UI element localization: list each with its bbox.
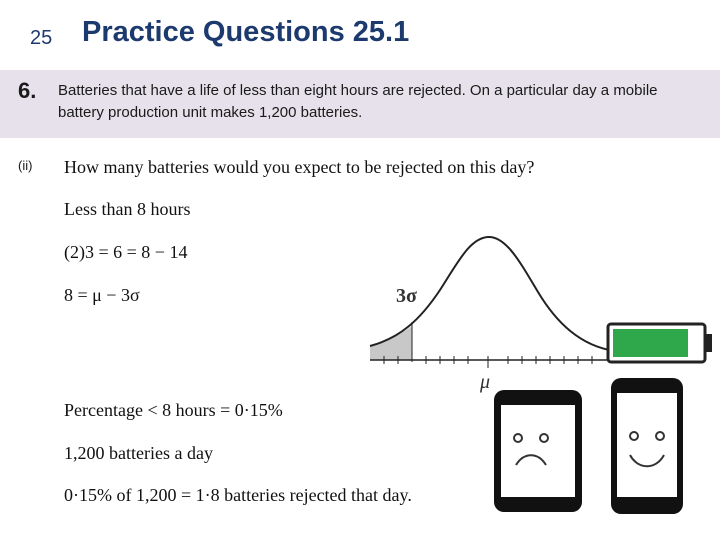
part-label: (ii) [18,158,33,173]
question-text: Batteries that have a life of less than eight hours are rejected. On a particular day a mobile battery production unit makes 1,200 batteries. [58,82,658,121]
solution-line-2: (2)3 = 6 = 8 − 14 [64,242,188,262]
chapter-number: 25 [30,27,53,49]
page-title: Practice Questions 25.1 [82,16,410,48]
shaded-tail [370,326,412,360]
solution-line-6: 0·15% of 1,200 = 1·8 batteries rejected that day. [64,485,412,505]
sad-phone-icon [494,390,582,512]
happy-phone-icon [611,378,683,514]
solution-line-5: 1,200 batteries a day [64,443,213,463]
battery-icon [608,324,712,362]
part-prompt: How many batteries would you expect to be rejected on this day? [64,157,535,177]
solution-line-4: Percentage < 8 hours = 0·15% [64,400,283,420]
mu-label: μ [480,371,491,393]
question-number: 6. [18,78,37,103]
solution-line-3: 8 = μ − 3σ [64,285,140,305]
axis-ticks [384,356,592,368]
normal-curve-graph [370,237,615,393]
solution-line-1: Less than 8 hours [64,199,191,219]
sigma-label: 3σ [396,285,417,307]
